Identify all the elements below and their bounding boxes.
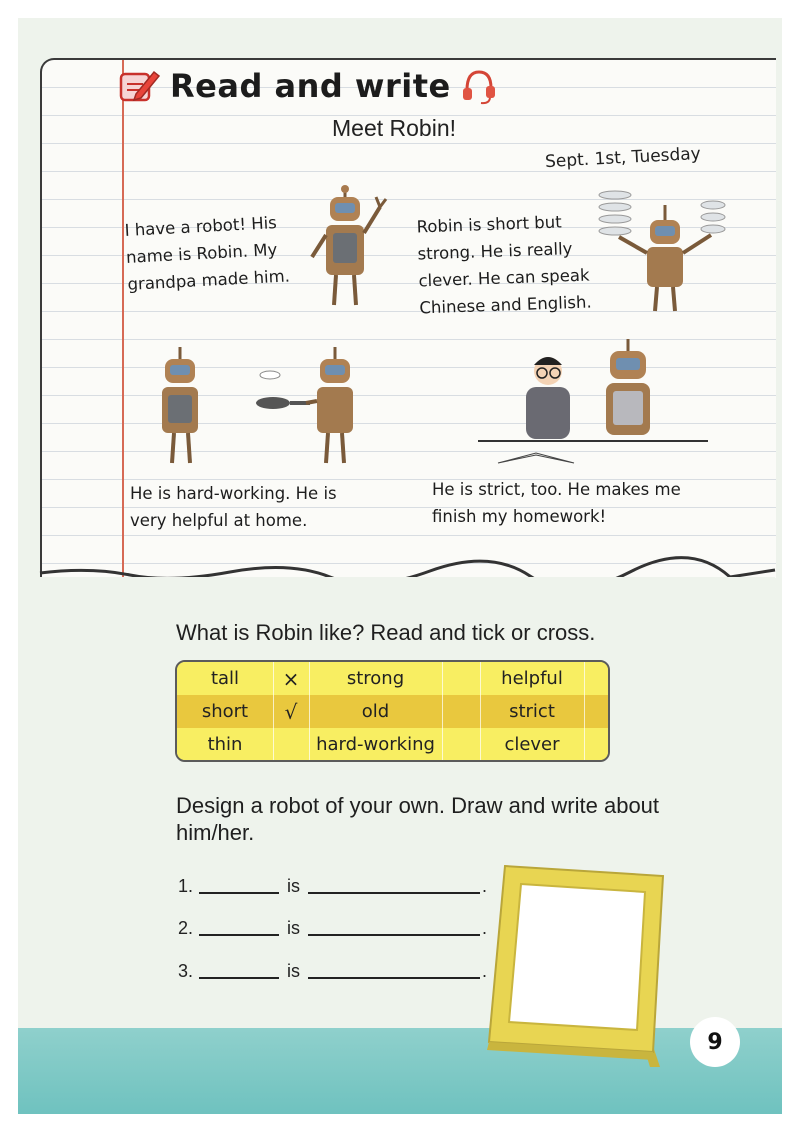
- blank-field[interactable]: [199, 892, 279, 894]
- story-line: He is hard-working. He is: [130, 484, 337, 503]
- write-line-1: [178, 876, 487, 897]
- story-paragraph-4: [432, 476, 732, 530]
- robot-waving-illustration: [300, 185, 390, 315]
- robot-homework-illustration: [478, 335, 708, 470]
- line-number: 2.: [178, 918, 194, 938]
- trait-cell: strong: [346, 668, 405, 689]
- table-divider: [442, 662, 443, 762]
- blank-field[interactable]: [308, 892, 480, 894]
- story-paragraph-1: [124, 207, 318, 298]
- table-divider: [584, 662, 585, 762]
- answer-box[interactable]: ×: [282, 666, 300, 691]
- notebook-margin-line: [122, 60, 124, 580]
- robot-juggling-illustration: [595, 185, 745, 315]
- story-line: He is strict, too. He makes me: [432, 480, 681, 499]
- answer-box[interactable]: [273, 728, 309, 761]
- exercise2-question: Design a robot of your own. Draw and write about him/her.: [176, 793, 660, 845]
- story-line: strong. He is really: [417, 239, 573, 264]
- story-paragraph-2: [416, 207, 620, 322]
- diary-date: Sept. 1st, Tuesday: [544, 143, 702, 173]
- trait-cell: hard-working: [316, 734, 435, 755]
- story-line: very helpful at home.: [130, 511, 308, 530]
- story-paragraph-3: [130, 480, 380, 534]
- table-row: [177, 728, 610, 761]
- story-line: grandpa made him.: [127, 266, 291, 294]
- story-line: clever. He can speak: [418, 265, 590, 291]
- robots-cooking-illustration: [140, 345, 380, 470]
- story-line: name is Robin. My: [125, 240, 278, 267]
- trait-cell: helpful: [501, 668, 563, 689]
- blank-field[interactable]: [199, 977, 279, 979]
- table-divider: [309, 662, 310, 762]
- answer-box[interactable]: √: [284, 699, 298, 724]
- answer-box[interactable]: [584, 695, 610, 728]
- line-word: is: [287, 961, 301, 981]
- table-divider: [480, 662, 481, 762]
- section-title: Read and write: [170, 67, 451, 105]
- line-number: 3.: [178, 961, 194, 981]
- answer-box[interactable]: [584, 728, 610, 761]
- line-word: is: [287, 918, 301, 938]
- answer-box[interactable]: [442, 695, 480, 728]
- story-line: I have a robot! His: [124, 213, 278, 240]
- blank-field[interactable]: [199, 934, 279, 936]
- line-end: .: [482, 918, 488, 938]
- trait-cell: tall: [210, 668, 240, 689]
- write-line-2: [178, 918, 487, 939]
- blank-field[interactable]: [308, 934, 480, 936]
- line-number: 1.: [178, 876, 194, 896]
- trait-cell: strict: [509, 701, 555, 722]
- trait-cell: short: [201, 701, 249, 722]
- story-line: Robin is short but: [416, 212, 562, 237]
- page-number: 9: [690, 1017, 740, 1067]
- exercise1-question: What is Robin like? Read and tick or cross.: [176, 620, 596, 645]
- trait-cell: thin: [207, 734, 243, 755]
- answer-box[interactable]: [442, 728, 480, 761]
- pencil-icon: [118, 66, 162, 106]
- write-line-3: [178, 961, 487, 982]
- answer-box[interactable]: [584, 662, 610, 695]
- traits-table: [175, 660, 610, 762]
- answer-box[interactable]: [442, 662, 480, 695]
- blank-field[interactable]: [308, 977, 480, 979]
- line-word: is: [287, 876, 301, 896]
- story-subtitle: Meet Robin!: [332, 115, 457, 141]
- table-row: [177, 695, 610, 728]
- torn-edge: [0, 555, 800, 595]
- section-heading: [118, 66, 499, 106]
- drawing-frame[interactable]: [485, 862, 685, 1082]
- trait-cell: clever: [504, 734, 560, 755]
- trait-cell: old: [361, 701, 390, 722]
- table-divider: [273, 662, 274, 762]
- story-line: Chinese and English.: [419, 292, 592, 318]
- story-line: finish my homework!: [432, 507, 607, 526]
- line-end: .: [482, 876, 488, 896]
- line-end: .: [482, 961, 488, 981]
- table-row: [177, 662, 610, 695]
- headphones-icon[interactable]: [459, 66, 499, 106]
